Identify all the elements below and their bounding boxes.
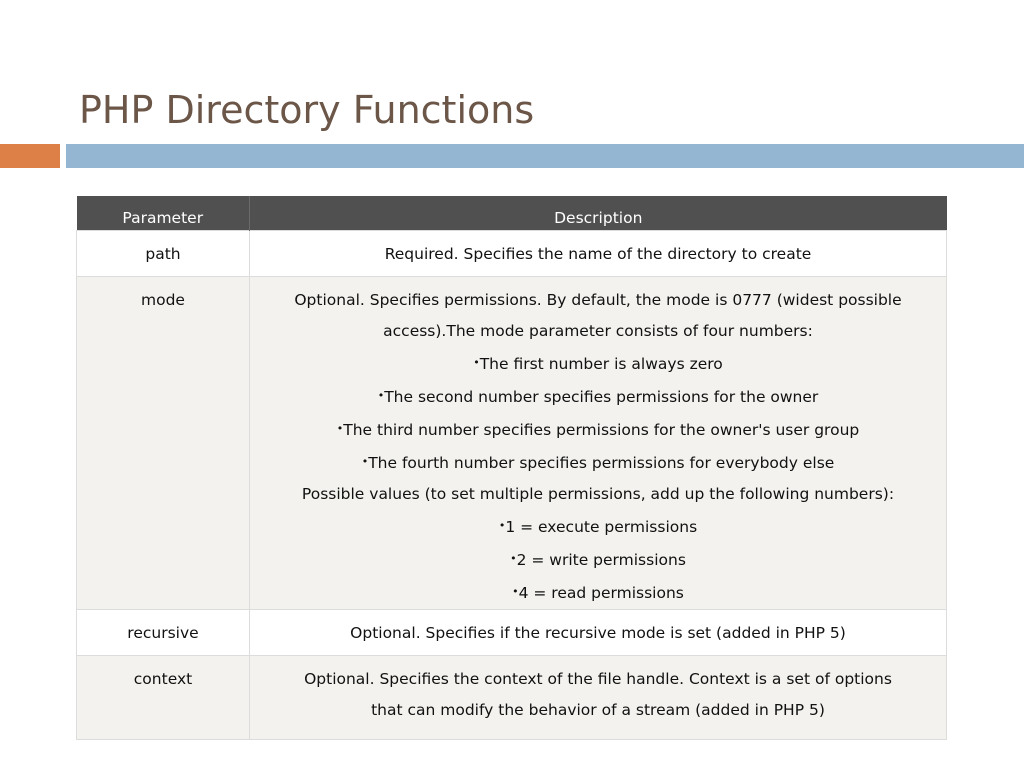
bullet-line <box>251 576 945 609</box>
bullet-icon: • <box>336 421 344 435</box>
param-description <box>250 609 947 655</box>
header-parameter: Parameter <box>77 196 250 230</box>
table-row <box>77 230 947 276</box>
bullet-line <box>251 413 945 446</box>
bullet-icon: • <box>473 355 480 369</box>
accent-bar-orange <box>0 144 60 168</box>
description-line: Required. Specifies the name of the directory to create <box>384 244 812 263</box>
header-description: Description <box>250 196 947 230</box>
bullet-line <box>251 543 945 576</box>
param-name: path <box>77 230 250 276</box>
param-name: recursive <box>77 609 250 655</box>
bullet-icon: • <box>510 551 517 565</box>
description-line: access).The mode parameter consists of four numbers: <box>383 321 813 340</box>
bullet-text: 4 = read permissions <box>518 583 684 602</box>
description-line: Optional. Specifies if the recursive mode is set (added in PHP 5) <box>350 623 846 642</box>
bullet-icon: • <box>361 454 369 468</box>
bullet-line <box>251 347 945 380</box>
param-name: context <box>77 655 250 739</box>
bullet-line <box>251 380 945 413</box>
slide-title: PHP Directory Functions <box>79 88 535 132</box>
param-name: mode <box>77 276 250 609</box>
bullet-text: 1 = execute permissions <box>505 517 698 536</box>
description-line: Optional. Specifies permissions. By default, the mode is 0777 (widest possible <box>294 290 902 309</box>
description-line: that can modify the behavior of a stream (added in PHP 5) <box>371 700 825 719</box>
parameter-table <box>76 196 947 740</box>
bullet-line <box>251 510 945 543</box>
param-description <box>250 655 947 739</box>
bullet-icon: • <box>377 388 385 402</box>
bullet-line <box>251 446 945 479</box>
table-header-row <box>77 196 947 230</box>
bullet-text: The fourth number specifies permissions for everybody else <box>368 453 835 472</box>
bullet-text: The first number is always zero <box>479 354 723 373</box>
table-row <box>77 655 947 739</box>
table-row <box>77 276 947 609</box>
bullet-text: The second number specifies permissions for the owner <box>384 387 819 406</box>
bullet-text: 2 = write permissions <box>516 550 686 569</box>
table-row <box>77 609 947 655</box>
accent-bar-blue <box>66 144 1024 168</box>
param-description <box>250 230 947 276</box>
bullet-icon: • <box>512 584 519 598</box>
bullet-icon: • <box>498 518 506 532</box>
bullet-text: The third number specifies permissions for the owner's user group <box>343 420 860 439</box>
description-line: Possible values (to set multiple permissions, add up the following numbers): <box>301 484 895 503</box>
param-description <box>250 276 947 609</box>
description-line: Optional. Specifies the context of the file handle. Context is a set of options <box>304 669 892 688</box>
